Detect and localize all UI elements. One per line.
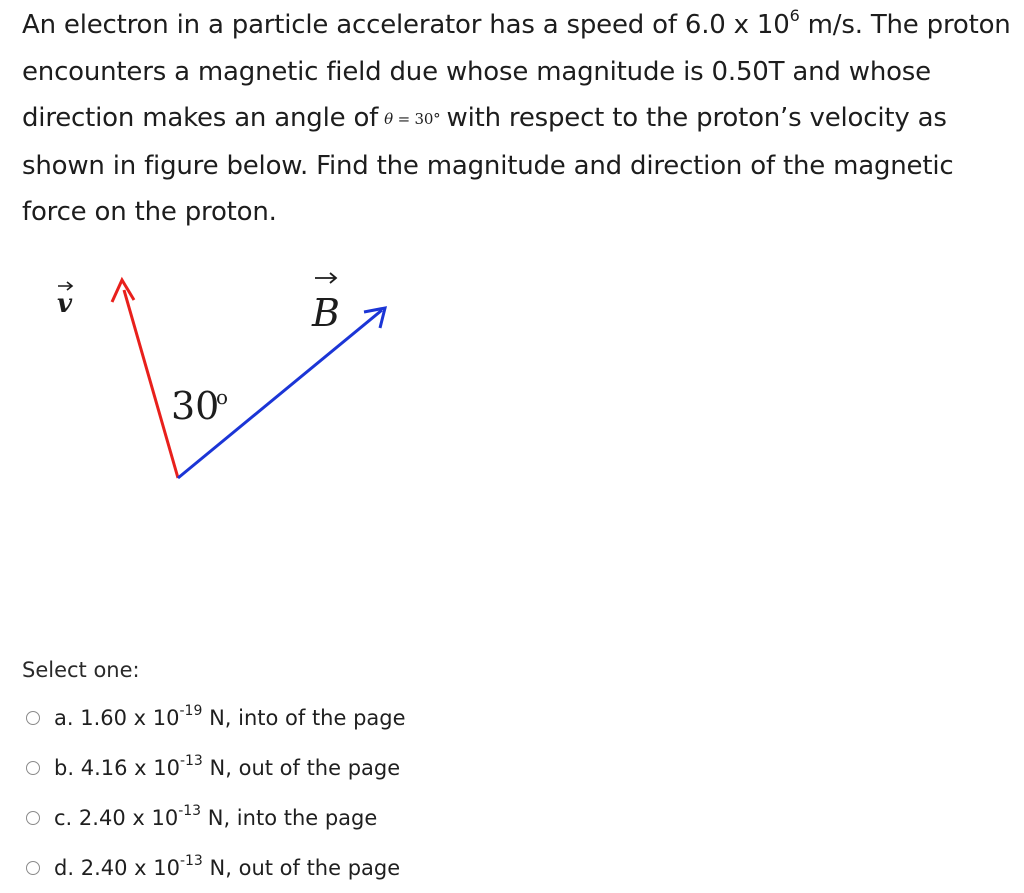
field-overarrow-icon xyxy=(315,273,336,283)
option-c[interactable] xyxy=(26,793,406,843)
option-c-letter: c. xyxy=(54,806,73,830)
radio-d[interactable] xyxy=(26,861,40,875)
option-c-base: 2.40 x 10 xyxy=(78,806,179,830)
field-label-group xyxy=(311,273,340,335)
option-a-text[interactable] xyxy=(54,703,406,730)
velocity-label-group xyxy=(57,282,73,319)
radio-b[interactable] xyxy=(26,761,40,775)
option-d-rest: N, out of the page xyxy=(209,856,401,880)
option-a-rest: N, into of the page xyxy=(209,706,406,730)
option-c-rest: N, into the page xyxy=(207,806,378,830)
vector-diagram xyxy=(20,262,440,502)
option-b-base: 4.16 x 10 xyxy=(80,756,180,780)
option-d-base: 2.40 x 10 xyxy=(80,856,180,880)
option-b-rest: N, out of the page xyxy=(209,756,401,780)
option-b-letter: b. xyxy=(54,756,75,780)
answer-options xyxy=(26,693,406,893)
velocity-label: v xyxy=(57,289,73,319)
theta-value: = 30° xyxy=(397,110,441,128)
option-a-base: 1.60 x 10 xyxy=(80,706,180,730)
velocity-vector xyxy=(124,290,178,478)
option-b-exp: -13 xyxy=(179,753,203,769)
radio-a[interactable] xyxy=(26,711,40,725)
field-label: B xyxy=(312,291,340,335)
question-part-1: An electron in a particle accelerator has a speed of 6.0 x 10 xyxy=(22,10,790,40)
option-c-text[interactable] xyxy=(54,803,378,830)
question-text xyxy=(22,2,1012,236)
speed-exponent: 6 xyxy=(789,6,800,26)
question-part-3: with respect to the proton’s velocity as shown in figure below. Find the magnitude and direction of the magnetic force on the proton. xyxy=(22,103,954,227)
option-b[interactable] xyxy=(26,743,406,793)
question-part-2: m/s. The proton encounters a magnetic field due whose magnitude is 0.50T and whose direction makes an angle of xyxy=(22,10,1011,133)
radio-c[interactable] xyxy=(26,811,40,825)
option-d-text[interactable] xyxy=(54,853,401,880)
option-c-exp: -13 xyxy=(178,803,202,819)
vector-figure xyxy=(20,262,440,502)
theta-symbol: θ xyxy=(384,110,393,128)
angle-degree: o xyxy=(216,385,229,409)
option-a[interactable] xyxy=(26,693,406,743)
option-a-letter: a. xyxy=(54,706,74,730)
option-a-exp: -19 xyxy=(179,703,203,719)
theta-equation xyxy=(384,96,440,143)
angle-label: 30 xyxy=(171,384,220,428)
option-b-text[interactable] xyxy=(54,753,401,780)
option-d-exp: -13 xyxy=(179,853,203,869)
select-one-label: Select one: xyxy=(22,658,140,682)
option-d-letter: d. xyxy=(54,856,75,880)
